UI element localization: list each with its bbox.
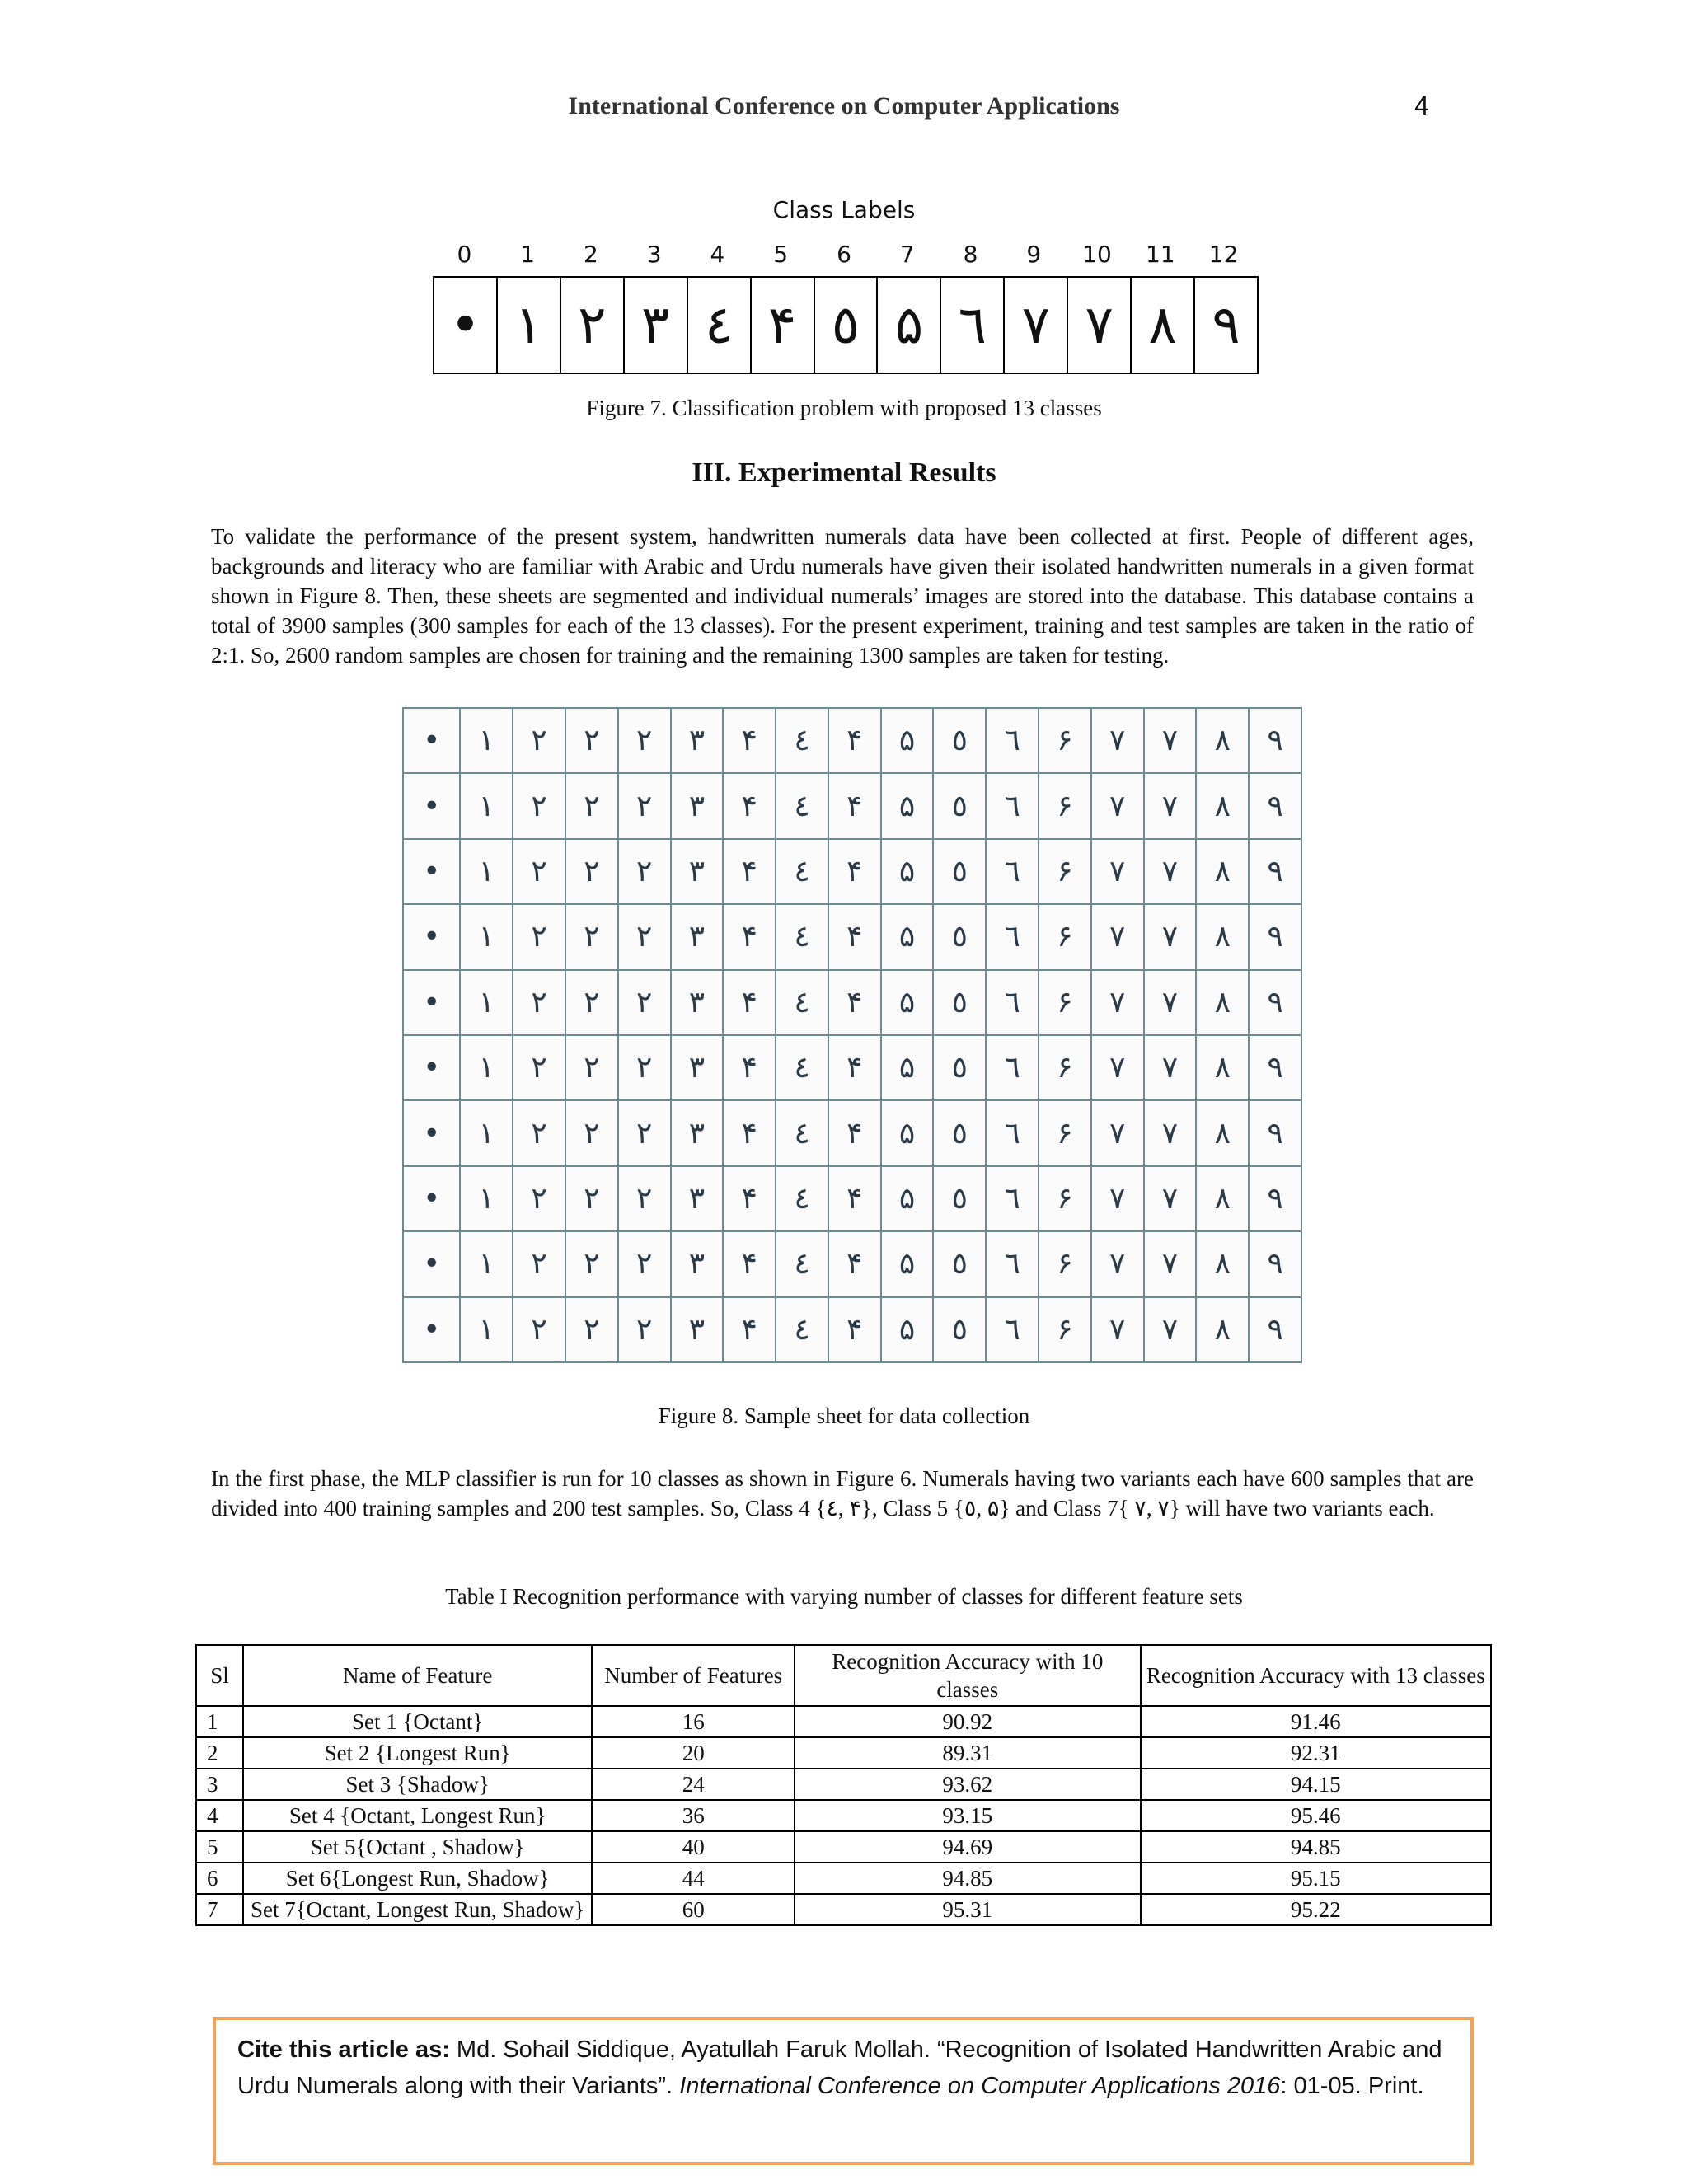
sheet-cell: ٧ [1144,904,1197,969]
sheet-cell: ۴ [828,1297,881,1362]
table-row [196,1863,1491,1894]
sheet-cell: ۴ [828,773,881,838]
table-header-acc10: Recognition Accuracy with 10 classes [795,1645,1140,1706]
sheet-cell: ٦ [986,1297,1039,1362]
sheet-cell: ۴ [723,773,776,838]
sheet-cell: ۲ [618,1035,671,1100]
class-number: 2 [584,241,598,268]
citation-venue: International Conference on Computer Applications 2016 [679,2073,1281,2099]
sheet-cell: ١ [460,708,513,773]
sheet-cell: ٥ [933,904,986,969]
class-glyph: ٢ [561,278,625,373]
class-glyph: ٨ [1132,278,1195,373]
results-table [195,1644,1492,1926]
sheet-cell: ٨ [1196,839,1249,904]
sheet-cell: ۷ [1091,773,1144,838]
sheet-cell: • [403,1297,460,1362]
sheet-cell: ٢ [513,1100,565,1165]
row-feature-name: Set 4 {Octant, Longest Run} [243,1800,592,1831]
figure7-glyph-strip [433,276,1259,374]
page-number: 4 [1414,91,1429,120]
row-acc10: 90.92 [795,1706,1140,1737]
sheet-cell: ۲ [565,1035,618,1100]
row-feature-count: 24 [592,1769,795,1800]
table-row [196,1800,1491,1831]
class-number: 0 [457,241,472,268]
table-header-count: Number of Features [592,1645,795,1706]
sheet-cell: ٢ [513,1297,565,1362]
sheet-cell: ٦ [986,773,1039,838]
sheet-cell: ٧ [1144,708,1197,773]
table-row [196,1894,1491,1925]
row-acc10: 89.31 [795,1737,1140,1769]
class-number: 9 [1026,241,1042,268]
sheet-cell: ۲ [618,904,671,969]
sheet-cell: ٨ [1196,773,1249,838]
sheet-cell: ١ [460,1166,513,1231]
sheet-cell: ٣ [671,970,724,1035]
sheet-cell: ۶ [1039,1297,1091,1362]
sheet-cell: ٤ [776,1166,828,1231]
sheet-cell: ۲ [618,773,671,838]
sheet-cell: • [403,1166,460,1231]
sheet-cell: ٨ [1196,1297,1249,1362]
sheet-cell: ۷ [1091,708,1144,773]
sheet-cell: ٣ [671,1035,724,1100]
row-acc10: 93.62 [795,1769,1140,1800]
sheet-cell: ٥ [933,839,986,904]
row-sl: 7 [196,1894,243,1925]
figure7-class-numbers [433,241,1257,274]
sheet-cell: ۲ [565,1100,618,1165]
class-glyph: ٥ [815,278,879,373]
table-header-name: Name of Feature [243,1645,592,1706]
row-feature-count: 40 [592,1831,795,1863]
sheet-cell: ٥ [933,1035,986,1100]
sheet-cell: ۵ [881,839,934,904]
sheet-cell: ۴ [723,1297,776,1362]
sheet-cell: ۶ [1039,839,1091,904]
sheet-cell: ٩ [1249,1035,1301,1100]
sheet-cell: ۴ [723,839,776,904]
sheet-cell: ۲ [565,904,618,969]
sheet-cell: ۷ [1091,1166,1144,1231]
citation-authors: Md. Sohail Siddique, Ayatullah Faruk Mollah. “Recognition of Isolated Handwritten Arabic and Urdu Numerals along with their Variants”. [237,2036,1442,2099]
sheet-cell: ۶ [1039,1231,1091,1296]
sheet-cell: ٤ [776,1100,828,1165]
sheet-cell: ١ [460,1035,513,1100]
body-paragraph-1: To validate the performance of the present system, handwritten numerals data have been collected at first. People of different ages, backgrounds and literacy who are familiar with Arabic and Urdu numerals have given their isolated handwritten numerals in a given format shown in Figure 8. Then, these sheets are segmented and individual numerals’ images are stored into the database. This database contains a total of 3900 samples (300 samples for each of the 13 classes). For the present experiment, training and test samples are taken in the ratio of 2:1. So, 2600 random samples are chosen for training and the remaining 1300 samples are taken for testing. [211,524,1474,668]
sheet-cell: ٥ [933,1297,986,1362]
sheet-cell: ٦ [986,708,1039,773]
sheet-cell: ٥ [933,970,986,1035]
row-sl: 4 [196,1800,243,1831]
sheet-cell: ٩ [1249,1100,1301,1165]
class-number: 7 [899,241,915,268]
sheet-cell: ۲ [565,708,618,773]
sheet-cell: ٣ [671,904,724,969]
sheet-cell: ۴ [723,1100,776,1165]
sheet-cell: • [403,904,460,969]
sheet-cell: ٧ [1144,773,1197,838]
row-feature-name: Set 5{Octant , Shadow} [243,1831,592,1863]
sheet-cell: ١ [460,970,513,1035]
sheet-cell: ۲ [565,1166,618,1231]
sheet-cell: ۴ [828,708,881,773]
sheet-cell: ٦ [986,839,1039,904]
sheet-cell: ١ [460,773,513,838]
sheet-cell: ۴ [723,970,776,1035]
sheet-cell: ٢ [513,1035,565,1100]
sheet-cell: ۲ [565,970,618,1035]
row-acc13: 94.85 [1141,1831,1491,1863]
sheet-cell: ۴ [723,1035,776,1100]
sheet-cell: ٤ [776,1231,828,1296]
sheet-cell: ۴ [828,1166,881,1231]
sheet-cell: ٧ [1144,1231,1197,1296]
sheet-cell: ۶ [1039,904,1091,969]
class-glyph: ٧ [1005,278,1068,373]
table-row [196,1831,1491,1863]
class-glyph: ٦ [941,278,1005,373]
sheet-cell: ۴ [723,1166,776,1231]
sheet-cell: ١ [460,904,513,969]
sheet-cell: ۲ [565,839,618,904]
class-number: 1 [520,241,536,268]
sheet-cell: ٢ [513,970,565,1035]
figure7-caption: Figure 7. Classification problem with proposed 13 classes [586,396,1102,420]
class-glyph: ١ [498,278,561,373]
row-acc10: 94.85 [795,1863,1140,1894]
sheet-cell: ٩ [1249,1297,1301,1362]
class-number: 6 [837,241,851,268]
sheet-cell: ۴ [723,708,776,773]
row-feature-name: Set 7{Octant, Longest Run, Shadow} [243,1894,592,1925]
sheet-cell: ١ [460,839,513,904]
sheet-cell: ۲ [618,1231,671,1296]
class-number: 5 [773,241,789,268]
row-feature-count: 20 [592,1737,795,1769]
row-feature-name: Set 2 {Longest Run} [243,1737,592,1769]
sheet-cell: ٤ [776,773,828,838]
sheet-cell: ٦ [986,970,1039,1035]
table-row [196,1737,1491,1769]
sheet-cell: ۷ [1091,1100,1144,1165]
sheet-cell: ۴ [723,904,776,969]
sheet-cell: ٤ [776,708,828,773]
row-acc10: 93.15 [795,1800,1140,1831]
row-feature-count: 60 [592,1894,795,1925]
sheet-cell: ٩ [1249,773,1301,838]
table-row [196,1769,1491,1800]
sheet-cell: ۵ [881,1297,934,1362]
sheet-cell: ۲ [618,1100,671,1165]
class-number: 4 [710,241,725,268]
sheet-cell: ۴ [828,904,881,969]
sheet-cell: ٣ [671,708,724,773]
sheet-cell: ٤ [776,839,828,904]
sheet-cell: ٣ [671,839,724,904]
sheet-cell: ٧ [1144,1166,1197,1231]
sheet-cell: ٨ [1196,970,1249,1035]
sheet-cell: ٤ [776,970,828,1035]
table-row [196,1706,1491,1737]
class-number: 3 [646,241,662,268]
class-number: 10 [1082,241,1112,268]
sheet-cell: ٩ [1249,708,1301,773]
sheet-cell: ٩ [1249,970,1301,1035]
sheet-cell: • [403,1100,460,1165]
row-sl: 1 [196,1706,243,1737]
sheet-cell: ۲ [565,1231,618,1296]
sheet-cell: ۵ [881,970,934,1035]
row-feature-name: Set 3 {Shadow} [243,1769,592,1800]
sheet-cell: • [403,1231,460,1296]
row-acc13: 92.31 [1141,1737,1491,1769]
citation-box [213,2017,1474,2165]
class-glyph: ۴ [752,278,815,373]
sheet-cell: ۴ [723,1231,776,1296]
row-sl: 5 [196,1831,243,1863]
sheet-cell: ٩ [1249,839,1301,904]
row-acc10: 95.31 [795,1894,1140,1925]
sheet-cell: ٣ [671,1297,724,1362]
class-number: 11 [1146,241,1175,268]
row-sl: 6 [196,1863,243,1894]
sheet-cell: ٤ [776,904,828,969]
sheet-cell: ۵ [881,1100,934,1165]
sheet-cell: ۲ [618,970,671,1035]
class-glyph: ۵ [878,278,941,373]
sheet-cell: ٦ [986,1166,1039,1231]
sheet-cell: ۷ [1091,1231,1144,1296]
row-feature-name: Set 1 {Octant} [243,1706,592,1737]
row-feature-count: 44 [592,1863,795,1894]
sheet-cell: ٢ [513,839,565,904]
citation-label: Cite this article as: [237,2036,450,2063]
row-acc13: 95.22 [1141,1894,1491,1925]
sheet-cell: ۷ [1091,904,1144,969]
sheet-cell: ١ [460,1100,513,1165]
sheet-cell: ۲ [618,839,671,904]
sheet-cell: ۵ [881,904,934,969]
table-header-sl: Sl [196,1645,243,1706]
class-glyph: ٩ [1212,294,1240,356]
sheet-cell: ۲ [565,1297,618,1362]
table-caption: Table I Recognition performance with varying number of classes for different feature sets [445,1584,1243,1609]
body-paragraph-2: In the first phase, the MLP classifier is run for 10 classes as shown in Figure 6. Numerals having two variants each have 600 samples that are divided into 400 training samples and 200 test samples. So, Class 4 {٤, ۴}, Class 5 {٥, ۵} and Class 7{ ٧, ۷} will have two variants each. [211,1466,1474,1521]
class-glyph: ٣ [625,278,688,373]
sheet-cell: ٢ [513,773,565,838]
sheet-cell: ٨ [1196,1166,1249,1231]
sheet-cell: • [403,708,460,773]
class-glyph: • [434,278,498,373]
sheet-cell: ٨ [1196,1100,1249,1165]
sheet-cell: ٥ [933,773,986,838]
sheet-cell: ۲ [618,1166,671,1231]
sheet-cell: ٥ [933,1166,986,1231]
sheet-cell: ۵ [881,1231,934,1296]
sheet-cell: ۴ [828,839,881,904]
sheet-cell: ٣ [671,1100,724,1165]
row-acc10: 94.69 [795,1831,1140,1863]
section-heading: III. Experimental Results [692,457,996,488]
row-feature-count: 36 [592,1800,795,1831]
row-acc13: 91.46 [1141,1706,1491,1737]
sheet-cell: ٧ [1144,1100,1197,1165]
figure8-sample-sheet [402,707,1302,1363]
sheet-cell: ٦ [986,1100,1039,1165]
sheet-cell: ١ [460,1231,513,1296]
figure8-caption: Figure 8. Sample sheet for data collection [658,1404,1030,1428]
sheet-cell: ۴ [828,1100,881,1165]
sheet-cell: ۶ [1039,773,1091,838]
row-feature-name: Set 6{Longest Run, Shadow} [243,1863,592,1894]
sheet-cell: ۴ [828,970,881,1035]
sheet-cell: ٦ [986,1231,1039,1296]
row-acc13: 94.15 [1141,1769,1491,1800]
sheet-cell: ٦ [986,1035,1039,1100]
sheet-cell: ٣ [671,1166,724,1231]
class-number: 12 [1208,241,1239,268]
running-header: International Conference on Computer Applications [568,92,1120,120]
sheet-cell: ۲ [618,708,671,773]
row-sl: 2 [196,1737,243,1769]
row-acc13: 95.46 [1141,1800,1491,1831]
sheet-cell: • [403,970,460,1035]
sheet-cell: ٩ [1249,1166,1301,1231]
sheet-cell: ٨ [1196,708,1249,773]
sheet-cell: ٧ [1144,839,1197,904]
table-header-acc13: Recognition Accuracy with 13 classes [1141,1645,1491,1706]
sheet-cell: ٩ [1249,1231,1301,1296]
sheet-cell: ٧ [1144,970,1197,1035]
sheet-cell: ۷ [1091,839,1144,904]
sheet-cell: ٢ [513,708,565,773]
sheet-cell: ٧ [1144,1297,1197,1362]
sheet-cell: ۵ [881,773,934,838]
sheet-cell: ۴ [828,1231,881,1296]
sheet-cell: ٥ [933,1231,986,1296]
sheet-cell: • [403,839,460,904]
sheet-cell: ٢ [513,904,565,969]
sheet-cell: ١ [460,1297,513,1362]
sheet-cell: ۵ [881,1035,934,1100]
sheet-cell: ۲ [618,1297,671,1362]
row-feature-count: 16 [592,1706,795,1737]
sheet-cell: ۷ [1091,1297,1144,1362]
sheet-cell: ٢ [513,1166,565,1231]
sheet-cell: ۶ [1039,1100,1091,1165]
sheet-cell: ۶ [1039,1035,1091,1100]
sheet-cell: ۷ [1091,1035,1144,1100]
class-glyph: ٤ [688,278,752,373]
citation-pages: : 01-05. Print. [1280,2073,1424,2099]
figure7-title: Class Labels [772,196,916,223]
sheet-cell: ۶ [1039,1166,1091,1231]
row-acc13: 95.15 [1141,1863,1491,1894]
sheet-cell: ٨ [1196,1035,1249,1100]
sheet-cell: ۶ [1039,708,1091,773]
sheet-cell: ٩ [1249,904,1301,969]
sheet-cell: • [403,1035,460,1100]
sheet-cell: ٦ [986,904,1039,969]
sheet-cell: ٢ [513,1231,565,1296]
class-number: 8 [963,241,978,268]
sheet-cell: ٨ [1196,1231,1249,1296]
sheet-cell: ۵ [881,708,934,773]
sheet-cell: ۲ [565,773,618,838]
sheet-cell: ٤ [776,1297,828,1362]
sheet-cell: ٣ [671,773,724,838]
sheet-cell: ٥ [933,708,986,773]
sheet-cell: ۴ [828,1035,881,1100]
sheet-cell: ٧ [1144,1035,1197,1100]
sheet-cell: ٣ [671,1231,724,1296]
class-glyph: ۷ [1068,278,1132,373]
sheet-cell: • [403,773,460,838]
sheet-cell: ٥ [933,1100,986,1165]
sheet-cell: ۷ [1091,970,1144,1035]
sheet-cell: ٨ [1196,904,1249,969]
sheet-cell: ۵ [881,1166,934,1231]
sheet-cell: ٤ [776,1035,828,1100]
row-sl: 3 [196,1769,243,1800]
sheet-cell: ۶ [1039,970,1091,1035]
